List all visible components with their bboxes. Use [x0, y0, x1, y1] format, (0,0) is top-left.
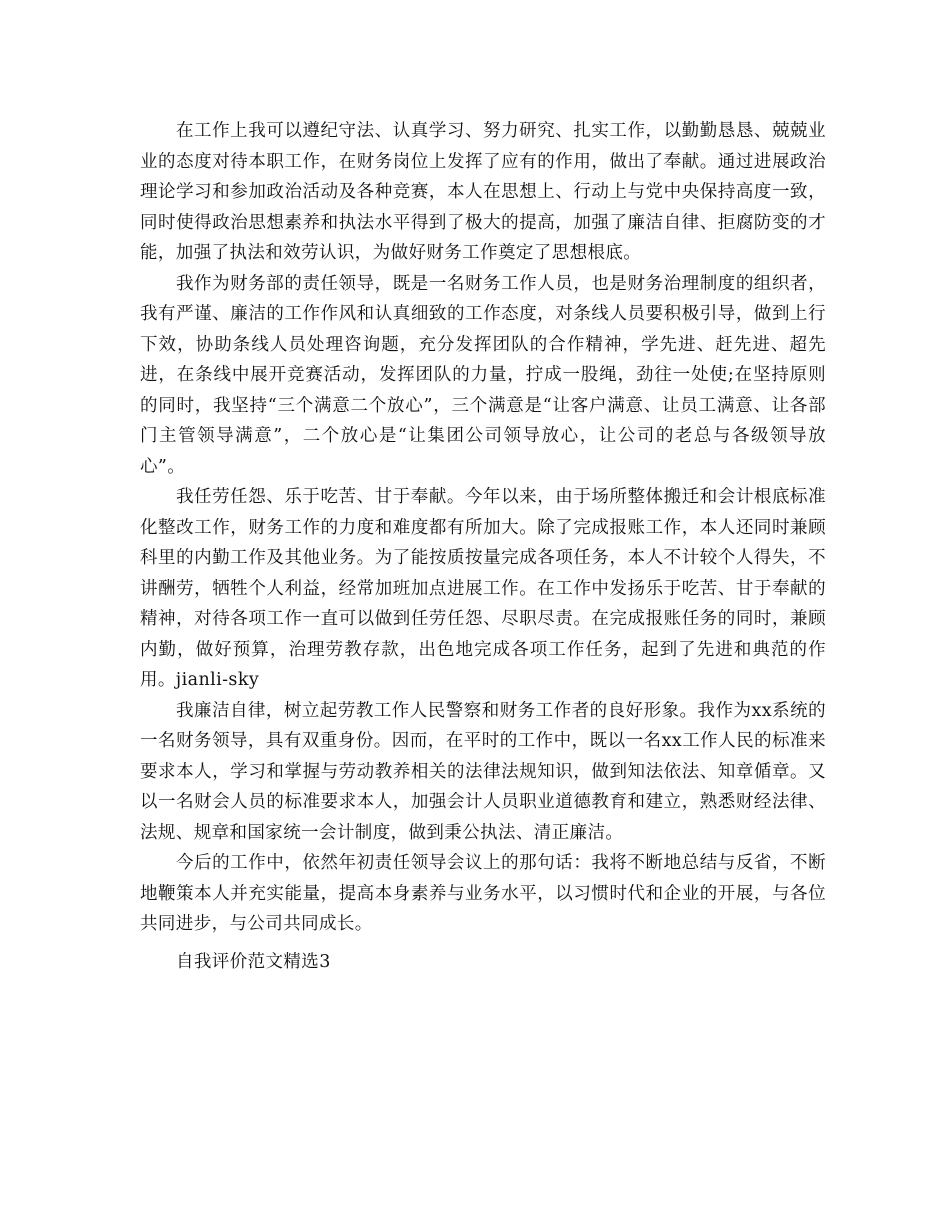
paragraph-future-work: 今后的工作中，依然年初责任领导会议上的那句话：我将不断地总结与反省，不断地鞭策本人并充实能量，提高本身素养与业务水平，以习惯时代和企业的开展，与各位共同进步，与公司共同成长。 — [140, 853, 826, 934]
paragraph-integrity: 我廉洁自律，树立起劳教工作人民警察和财务工作者的良好形象。我作为xx系统的一名财务领导，具有双重身份。因而，在平时的工作中，既以一名xx工作人民的标准来要求本人，学习和掌握与劳动教养相关的法律法规知识，做到知法依法、知章偱章。又以一名财会人员的标准要求本人，加强会计人员职业道德教育和建立，熟悉财经法律、法规、规章和国家统一会计制度，做到秉公执法、清正廉洁。 — [140, 700, 826, 843]
paragraph-finance-leadership: 我作为财务部的责任领导，既是一名财务工作人员，也是财务治理制度的组织者，我有严谨、廉洁的工作作风和认真细致的工作态度，对条线人员要积极引导，做到上行下效，协助条线人员处理咨询题，充分发挥团队的合作精神，学先进、赶先进、超先进，在条线中展开竞赛活动，发挥团队的力量，拧成一股绳，劲往一处使;在坚持原则的同时，我坚持“三个满意二个放心”，三个满意是“让客户满意、让员工满意、让各部门主管领导满意”，二个放心是“让集团公司领导放心，让公司的老总与各级领导放心”。 — [140, 273, 826, 477]
section-heading: 自我评价范文精选3 — [176, 951, 331, 972]
paragraph-hardworking: 我任劳任怨、乐于吃苦、甘于奉献。今年以来，由于场所整体搬迁和会计根底标准化整改工作，财务工作的力度和难度都有所加大。除了完成报账工作，本人还同时兼顾科里的内勤工作及其他业务。为了能按质按量完成各项任务，本人不计较个人得失，不讲酬劳，牺牲个人利益，经常加班加点进展工作。在工作中发扬乐于吃苦、甘于奉献的精神，对待各项工作一直可以做到任劳任怨、尽职尽责。在完成报账任务的同时，兼顾内勤，做好预算，治理劳教存款，出色地完成各项工作任务，起到了先进和典范的作用。jianli-sky — [140, 487, 826, 690]
paragraph-work-discipline: 在工作上我可以遵纪守法、认真学习、努力研究、扎实工作，以勤勤恳恳、兢兢业业的态度对待本职工作，在财务岗位上发挥了应有的作用，做出了奉献。通过进展政治理论学习和参加政治活动及各种竞赛，本人在思想上、行动上与党中央保持高度一致，同时使得政治思想素养和执法水平得到了极大的提高，加强了廉洁自律、拒腐防变的才能，加强了执法和效劳认识，为做好财务工作奠定了思想根底。 — [140, 121, 826, 263]
document-page — [140, 116, 826, 977]
